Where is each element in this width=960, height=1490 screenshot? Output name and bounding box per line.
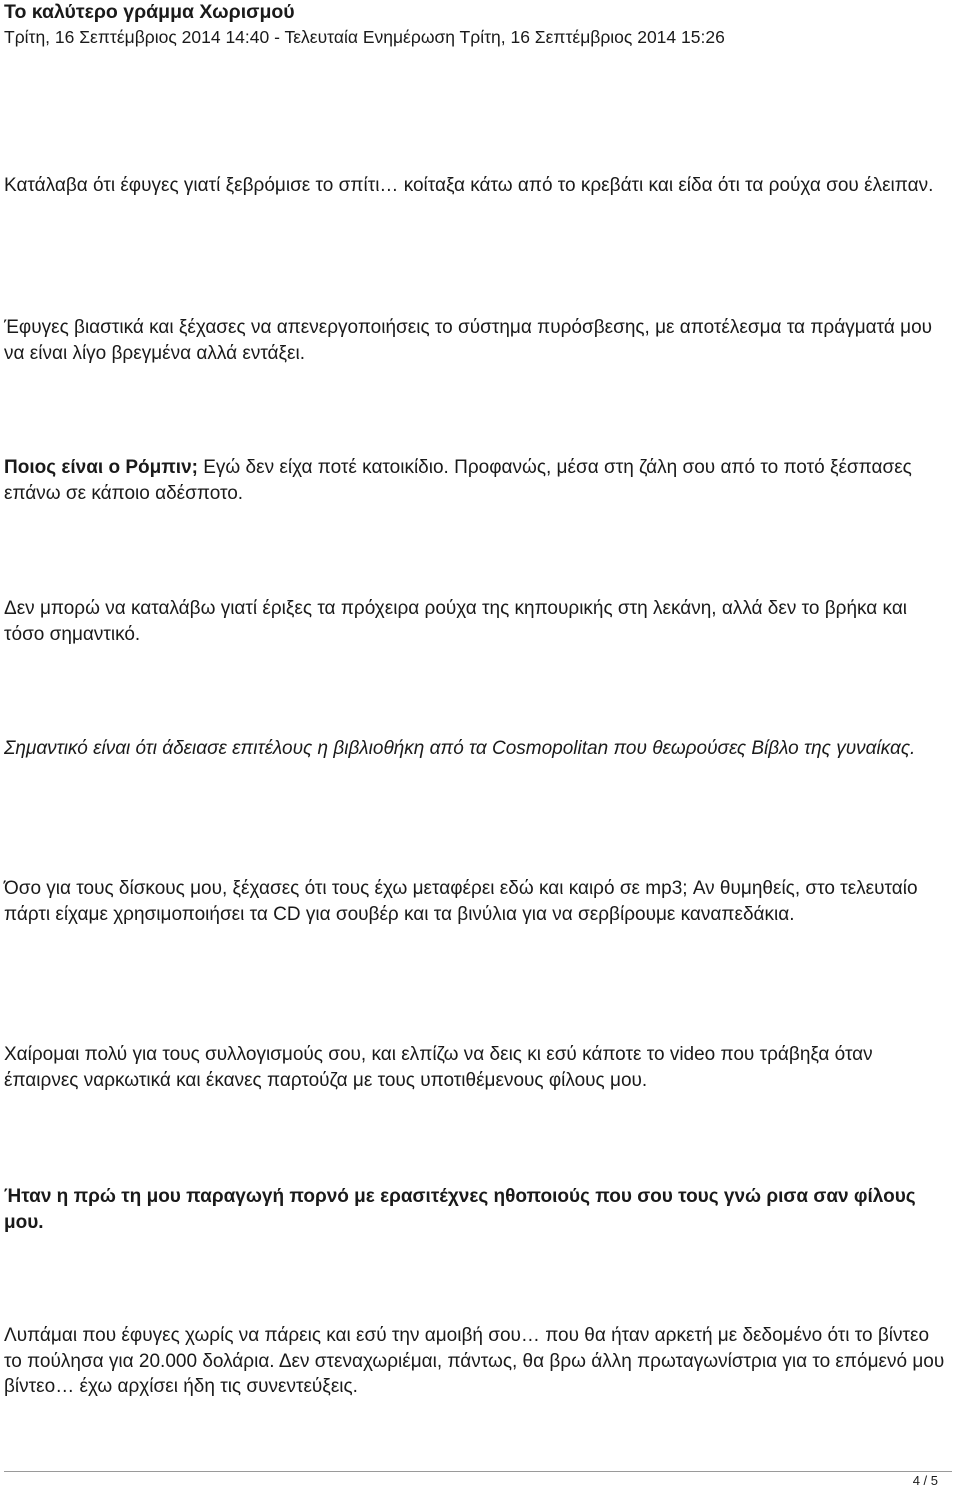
paragraph-5-italic: Σημαντικό είναι ότι άδειασε επιτέλους η βιβλιοθήκη από τα Cosmopolitan που θεωρούσες Βίβλο της γυναίκας. xyxy=(4,738,916,759)
document-title: Το καλύτερο γράμμα Χωρισμού xyxy=(4,1,295,23)
document-header xyxy=(4,0,954,49)
paragraph-1: Κατάλαβα ότι έφυγες γιατί ξεβρόμισε το σπίτι… κοίταξα κάτω από το κρεβάτι και είδα ότι τα ρούχα σου έλειπαν. xyxy=(4,175,934,196)
paragraph-3 xyxy=(4,455,949,506)
paragraph-2: Έφυγες βιαστικά και ξέχασες να απενεργοποιήσεις το σύστημα πυρόσβεσης, με αποτέλεσμα τα πράγματά μου να είναι λίγο βρεγμένα αλλά εντάξει. xyxy=(4,317,933,364)
paragraph-7: Χαίρομαι πολύ για τους συλλογισμούς σου, και ελπίζω να δεις κι εσύ κάποτε το video που τράβηξα όταν έπαιρνες ναρκωτικά και έκανες παρτούζα με τους υποτιθέμενους φίλους μου. xyxy=(4,1044,873,1091)
paragraph-4: Δεν μπορώ να καταλάβω γιατί έριξες τα πρόχειρα ρούχα της κηπουρικής στη λεκάνη, αλλά δεν το βρήκα και τόσο σημαντικό. xyxy=(4,598,908,645)
footer-divider xyxy=(4,1471,952,1472)
paragraph-6: Όσο για τους δίσκους μου, ξέχασες ότι τους έχω μεταφέρει εδώ και καιρό σε mp3; Αν θυμηθείς, στο τελευταίο πάρτι είχαμε χρησιμοποιήσει τα CD για σουβέρ και τα βινύλια για να σερβίρουμε καναπεδάκια. xyxy=(4,878,918,925)
document-timestamp: Τρίτη, 16 Σεπτέμβριος 2014 14:40 - Τελευταία Ενημέρωση Τρίτη, 16 Σεπτέμβριος 2014 15:26 xyxy=(4,27,725,47)
paragraph-8-bold: Ήταν η πρώ τη μου παραγωγή πορνό με ερασιτέχνες ηθοποιούς που σου τους γνώ ρισα σαν φίλους μου. xyxy=(4,1186,916,1233)
paragraph-9: Λυπάμαι που έφυγες χωρίς να πάρεις και εσύ την αμοιβή σου… που θα ήταν αρκετή με δεδομένο ότι το βίντεο το πούλησα για 20.000 δολάρια. Δεν στεναχωριέμαι, πάντως, θα βρω άλλη πρωταγωνίστρια για το επόμενό μου βίντεο… έχω αρχίσει ήδη τις συνεντεύξεις. xyxy=(4,1325,945,1397)
page-number: 4 / 5 xyxy=(912,1473,938,1488)
paragraph-3-text: Εγώ δεν είχα ποτέ κατοικίδιο. Προφανώς, μέσα στη ζάλη σου από το ποτό ξέσπασες επάνω σε κάποιο αδέσποτο. xyxy=(4,457,912,504)
paragraph-3-bold-question: Ποιος είναι ο Ρόμπιν; xyxy=(4,457,198,478)
